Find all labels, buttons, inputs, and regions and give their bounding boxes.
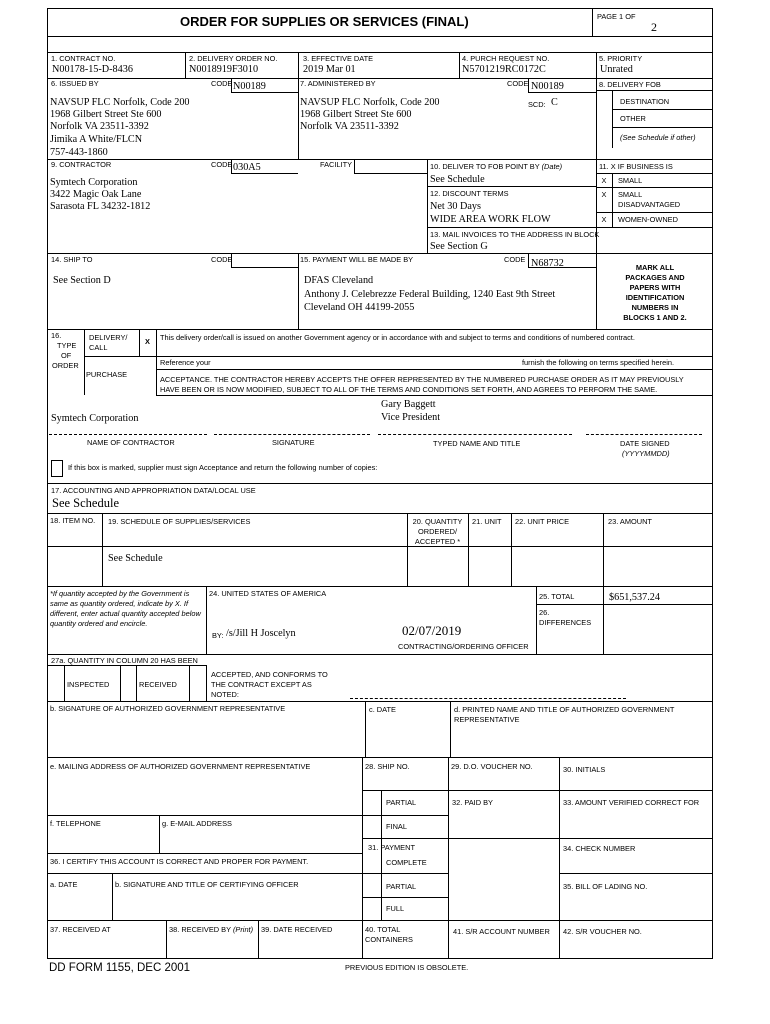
contractor-code: 030A5 — [233, 162, 261, 173]
rule — [47, 920, 713, 921]
payment-label: 31. PAYMENT — [368, 843, 415, 852]
total-label: 25. TOTAL — [539, 592, 575, 601]
rule — [427, 227, 596, 228]
delivery-call-option: DELIVERY/ — [89, 333, 128, 342]
rule — [448, 757, 449, 959]
small-option: SMALL — [618, 176, 643, 185]
contractor-name: Symtech Corporation — [51, 413, 139, 424]
issued-by-label: 6. ISSUED BY — [51, 79, 99, 88]
rule — [603, 586, 604, 654]
ship-final-option[interactable]: FINAL — [386, 822, 407, 831]
issued-by-line: 1968 Gilbert Street Ste 600 — [50, 109, 162, 120]
schedule-label: 19. SCHEDULE OF SUPPLIES/SERVICES — [108, 517, 251, 526]
accepted-option: THE CONTRACT EXCEPT AS — [211, 680, 312, 689]
check-number-label: 34. CHECK NUMBER — [563, 844, 636, 853]
rule — [354, 159, 355, 173]
priority-label: 5. PRIORITY — [599, 54, 643, 63]
gov-rep-name-label: d. PRINTED NAME AND TITLE OF AUTHORIZED GOVERNMENT — [454, 705, 675, 714]
purch-request-no: N5701219RC0172C — [462, 64, 546, 75]
rule — [603, 513, 604, 586]
gov-rep-name-label: REPRESENTATIVE — [454, 715, 520, 724]
received-by-label — [169, 925, 253, 934]
rule — [84, 329, 85, 395]
paid-by-label: 32. PAID BY — [452, 798, 493, 807]
rule — [459, 52, 460, 78]
sr-account-label: 41. S/R ACCOUNT NUMBER — [453, 927, 550, 936]
contracting-officer-signature: /s/Jill H Joscelyn — [226, 628, 296, 639]
rule — [559, 873, 713, 874]
rule — [47, 513, 713, 514]
delivery-fob-label: 8. DELIVERY FOB — [599, 80, 661, 89]
small-dis-option: DISADVANTAGED — [618, 200, 681, 209]
rule — [185, 52, 186, 78]
gov-rep-signature-label: b. SIGNATURE OF AUTHORIZED GOVERNMENT REPRESENTATIVE — [50, 704, 286, 713]
mark-all-note: PACKAGES AND — [625, 273, 685, 282]
rule — [612, 90, 613, 148]
rule — [596, 187, 713, 188]
rule — [47, 586, 713, 587]
furnish-text: furnish the following on terms specified herein. — [522, 358, 674, 367]
rule — [47, 665, 206, 666]
acceptance-text: HAVE BEEN OR IS NOW MODIFIED, SUBJECT TO ALL OF THE TERMS AND CONDITIONS SET FORTH, AND AGREES TO PERFORM THE SAME. — [160, 385, 658, 394]
women-option: WOMEN-OWNED — [618, 215, 678, 224]
fob-destination[interactable]: DESTINATION — [620, 97, 670, 106]
certify-label: 36. I CERTIFY THIS ACCOUNT IS CORRECT AND PROPER FOR PAYMENT. — [50, 857, 309, 866]
contract-no-label: 1. CONTRACT NO. — [51, 54, 116, 63]
accounting-label: 17. ACCOUNTING AND APPROPRIATION DATA/LOCAL USE — [51, 486, 256, 495]
quantity-note: quantity ordered and encircle. — [50, 619, 148, 628]
inspected-option[interactable]: INSPECTED — [67, 680, 110, 689]
differences-label: DIFFERENCES — [539, 618, 592, 627]
rule — [47, 329, 713, 330]
contract-no: N00178-15-D-8436 — [52, 64, 133, 75]
received-option[interactable]: RECEIVED — [139, 680, 177, 689]
administered-by-line: 1968 Gilbert Street Ste 600 — [300, 109, 412, 120]
contractor-line: 3422 Magic Oak Lane — [50, 189, 142, 200]
rule — [592, 8, 593, 36]
ship-no-label: 28. SHIP NO. — [365, 762, 410, 771]
rule — [354, 173, 427, 174]
rule — [47, 757, 713, 758]
payment-code: N68732 — [531, 258, 564, 269]
order-type-label: TYPE — [57, 341, 77, 350]
officer-caption: CONTRACTING/ORDERING OFFICER — [398, 642, 529, 651]
deliver-by-label-text: 10. DELIVER TO FOB POINT BY — [430, 162, 540, 171]
rule — [47, 546, 713, 547]
rule — [206, 665, 207, 701]
rule — [64, 665, 65, 701]
signer-name: Gary Baggett — [381, 399, 436, 410]
total-containers-label: 40. TOTAL — [365, 925, 401, 934]
rule — [586, 434, 702, 435]
amount-verified-label: 33. AMOUNT VERIFIED CORRECT FOR — [563, 798, 700, 807]
quantity-note: same as quantity ordered, indicate by X. If — [50, 599, 189, 608]
rule — [427, 186, 596, 187]
received-by-label-text: 38. RECEIVED BY — [169, 925, 231, 934]
quantity-label: ACCEPTED * — [414, 537, 461, 546]
copies-text: If this box is marked, supplier must sign Acceptance and return the following number of copies: — [68, 463, 378, 472]
rule — [378, 434, 572, 435]
issued-by-code: N00189 — [233, 81, 266, 92]
contractor-code-label: CODE — [211, 160, 233, 169]
rule — [102, 513, 103, 586]
delivery-call-option: CALL — [89, 343, 108, 352]
accepted-option: ACCEPTED, AND CONFORMS TO — [211, 670, 328, 679]
delivery-order-text: This delivery order/call is issued on another Government agency or in accordance with and subject to terms and conditions of numbered contract. — [160, 333, 635, 342]
discount-terms: WIDE AREA WORK FLOW — [430, 214, 551, 225]
administered-by-code: N00189 — [531, 81, 564, 92]
rule — [427, 159, 428, 253]
rule — [47, 52, 713, 53]
deliver-by-value: See Schedule — [430, 174, 485, 185]
rule — [156, 369, 713, 370]
issued-by-line: Jimika A White/FLCN — [50, 134, 143, 145]
form-title: ORDER FOR SUPPLIES OR SERVICES (FINAL) — [180, 14, 469, 29]
rule — [362, 838, 713, 839]
facility-label: FACILITY — [320, 160, 353, 169]
rule — [189, 665, 190, 701]
previous-edition-note: PREVIOUS EDITION IS OBSOLETE. — [345, 963, 469, 972]
priority: Unrated — [600, 64, 633, 75]
delivery-order-no: N0018919F3010 — [189, 64, 259, 75]
rule — [612, 173, 613, 227]
small-mark[interactable]: X — [601, 176, 607, 185]
payment-full-option[interactable]: FULL — [386, 904, 405, 913]
award-date: 02/07/2019 — [402, 623, 462, 638]
usa-label: 24. UNITED STATES OF AMERICA — [209, 589, 327, 598]
administered-by-label: 7. ADMINISTERED BY — [300, 79, 376, 88]
amount-label: 23. AMOUNT — [608, 517, 652, 526]
quantity-note: different, enter actual quantity accepted below — [50, 609, 201, 618]
quantity-status-label: 27a. QUANTITY IN COLUMN 20 HAS BEEN — [51, 656, 198, 665]
rule — [49, 434, 207, 435]
issued-by-line: 757-443-1860 — [50, 147, 108, 158]
quantity-label: ORDERED/ — [417, 527, 457, 536]
scd-label: SCD: — [528, 100, 546, 109]
rule — [156, 329, 157, 395]
gov-rep-date-label: c. DATE — [369, 705, 396, 714]
rule — [136, 665, 137, 701]
typed-name-caption: TYPED NAME AND TITLE — [433, 439, 521, 448]
discount-terms: Net 30 Days — [430, 201, 481, 212]
rule — [47, 78, 713, 79]
rule — [362, 790, 713, 791]
gov-rep-address-label: e. MAILING ADDRESS OF AUTHORIZED GOVERNMENT REPRESENTATIVE — [50, 762, 311, 771]
rule — [258, 920, 259, 959]
payment-by-label: 15. PAYMENT WILL BE MADE BY — [300, 255, 414, 264]
rule — [381, 790, 382, 920]
mail-invoices-value: See Section G — [430, 241, 488, 252]
deliver-by-label-note: (Date) — [541, 162, 563, 171]
administered-by-code-label: CODE — [507, 79, 529, 88]
rule — [362, 873, 448, 874]
effective-date-label: 3. EFFECTIVE DATE — [303, 54, 374, 63]
scd-value: C — [551, 97, 558, 108]
rule — [84, 356, 713, 357]
issued-by-code-label: CODE — [211, 79, 233, 88]
rule — [47, 853, 362, 854]
rule — [47, 815, 448, 816]
rule — [596, 227, 713, 228]
acceptance-text: ACCEPTANCE. THE CONTRACTOR HEREBY ACCEPTS THE OFFER REPRESENTED BY THE NUMBERED PURCHASE ORDER AS IT MAY PREVIOUSLY — [160, 375, 684, 384]
small-dis-mark[interactable]: X — [601, 190, 607, 199]
sr-voucher-label: 42. S/R VOUCHER NO. — [563, 927, 642, 936]
accounting-value: See Schedule — [52, 496, 119, 510]
rule — [468, 513, 469, 586]
discount-terms-label: 12. DISCOUNT TERMS — [430, 189, 509, 198]
administered-by-line: NAVSUP FLC Norfolk, Code 200 — [300, 97, 440, 108]
rule — [206, 586, 207, 654]
item-no-label: 18. ITEM NO. — [50, 516, 96, 525]
rule — [231, 267, 298, 268]
mark-all-note: PAPERS WITH — [629, 283, 681, 292]
date-signed-caption: DATE SIGNED — [620, 439, 670, 448]
rule — [159, 815, 160, 853]
effective-date: 2019 Mar 01 — [303, 64, 356, 75]
rule — [612, 109, 713, 110]
rule — [47, 253, 713, 254]
quantity-label: 20. QUANTITY — [412, 517, 463, 526]
unit-label: 21. UNIT — [472, 517, 502, 526]
copies-checkbox[interactable] — [51, 460, 63, 477]
payment-line: Cleveland OH 44199-2055 — [304, 302, 415, 313]
page-label: PAGE 1 OF — [597, 12, 636, 21]
rule — [350, 698, 626, 699]
rule — [47, 36, 713, 37]
mail-invoices-label: 13. MAIL INVOICES TO THE ADDRESS IN BLOCK — [430, 230, 600, 239]
contractor-line: Symtech Corporation — [50, 177, 138, 188]
rule — [47, 483, 713, 484]
rule — [450, 701, 451, 757]
payment-code-label: CODE — [504, 255, 526, 264]
certify-date-label: a. DATE — [50, 880, 78, 889]
rule — [47, 701, 713, 702]
fob-note: (See Schedule if other) — [620, 133, 696, 142]
voucher-no-label: 29. D.O. VOUCHER NO. — [451, 762, 533, 771]
initials-label: 30. INITIALS — [563, 765, 606, 774]
received-at-label: 37. RECEIVED AT — [50, 925, 111, 934]
unit-price-label: 22. UNIT PRICE — [515, 517, 570, 526]
ship-to-label: 14. SHIP TO — [51, 255, 93, 264]
rule — [596, 90, 713, 91]
rule — [298, 52, 299, 159]
received-by-label-note: (Print) — [232, 925, 254, 934]
rule — [596, 212, 713, 213]
order-type-num: 16. — [51, 331, 62, 340]
differences-label: 26. — [539, 608, 550, 617]
mark-all-note: IDENTIFICATION — [625, 293, 685, 302]
payment-line: Anthony J. Celebrezze Federal Building, 1240 East 9th Street — [304, 289, 556, 300]
bill-of-lading-label: 35. BILL OF LADING NO. — [563, 882, 648, 891]
rule — [362, 757, 363, 959]
name-caption: NAME OF CONTRACTOR — [87, 438, 175, 447]
rule — [156, 395, 713, 396]
rule — [47, 873, 362, 874]
date-received-label: 39. DATE RECEIVED — [261, 925, 333, 934]
mark-all-note: MARK ALL — [635, 263, 675, 272]
quantity-note: *If quantity accepted by the Government is — [50, 589, 190, 598]
purchase-option: PURCHASE — [86, 370, 128, 379]
delivery-order-label: 2. DELIVERY ORDER NO. — [189, 54, 278, 63]
certifying-officer-label: b. SIGNATURE AND TITLE OF CERTIFYING OFFICER — [115, 880, 299, 889]
telephone-label: f. TELEPHONE — [50, 819, 101, 828]
business-type-label: 11. X IF BUSINESS IS — [599, 162, 673, 171]
contractor-line: Sarasota FL 34232-1812 — [50, 201, 151, 212]
order-type-label: ORDER — [52, 361, 79, 370]
issued-by-line: Norfolk VA 23511-3392 — [50, 121, 149, 132]
email-label: g. E-MAIL ADDRESS — [162, 819, 232, 828]
rule — [528, 253, 529, 267]
ship-to-value: See Section D — [53, 275, 111, 286]
rule — [612, 127, 713, 128]
schedule-value: See Schedule — [108, 553, 163, 564]
total-containers-label: CONTAINERS — [365, 935, 413, 944]
rule — [365, 701, 366, 757]
rule — [298, 253, 299, 329]
reference-text: Reference your — [160, 358, 211, 367]
total-value: $651,537.24 — [609, 592, 660, 603]
order-type-label: OF — [61, 351, 72, 360]
contractor-label: 9. CONTRACTOR — [51, 160, 112, 169]
deliver-by-label — [430, 162, 562, 171]
payment-partial-option[interactable]: PARTIAL — [386, 882, 417, 891]
purch-request-label: 4. PURCH REQUEST NO. — [462, 54, 550, 63]
administered-by-line: Norfolk VA 23511-3392 — [300, 121, 399, 132]
rule — [120, 665, 121, 701]
fob-other[interactable]: OTHER — [620, 114, 646, 123]
form-id: DD FORM 1155, DEC 2001 — [49, 962, 191, 974]
mark-all-note: NUMBERS IN — [631, 303, 679, 312]
ship-to-code-label: CODE — [211, 255, 233, 264]
rule — [536, 604, 713, 605]
women-mark[interactable]: X — [601, 215, 607, 224]
rule — [47, 654, 713, 655]
rule — [536, 586, 537, 654]
rule — [362, 897, 448, 898]
accepted-option: NOTED: — [211, 690, 239, 699]
rule — [559, 757, 560, 959]
date-format: (YYYYMMDD) — [622, 449, 670, 458]
rule — [214, 434, 370, 435]
by-label: BY: — [212, 631, 224, 640]
rule — [596, 173, 713, 174]
page-total: 2 — [651, 20, 657, 34]
signer-title: Vice President — [381, 412, 441, 423]
rule — [427, 159, 713, 160]
payment-line: DFAS Cleveland — [304, 275, 374, 286]
small-dis-option: SMALL — [618, 190, 643, 199]
mark-all-note: BLOCKS 1 AND 2. — [623, 313, 687, 322]
delivery-call-mark[interactable]: X — [145, 337, 150, 346]
issued-by-line: NAVSUP FLC Norfolk, Code 200 — [50, 97, 190, 108]
rule — [298, 159, 427, 160]
rule — [166, 920, 167, 959]
payment-complete-option[interactable]: COMPLETE — [386, 858, 427, 867]
ship-partial-option[interactable]: PARTIAL — [386, 798, 417, 807]
rule — [112, 873, 113, 920]
rule — [511, 513, 512, 586]
signature-caption: SIGNATURE — [272, 438, 315, 447]
